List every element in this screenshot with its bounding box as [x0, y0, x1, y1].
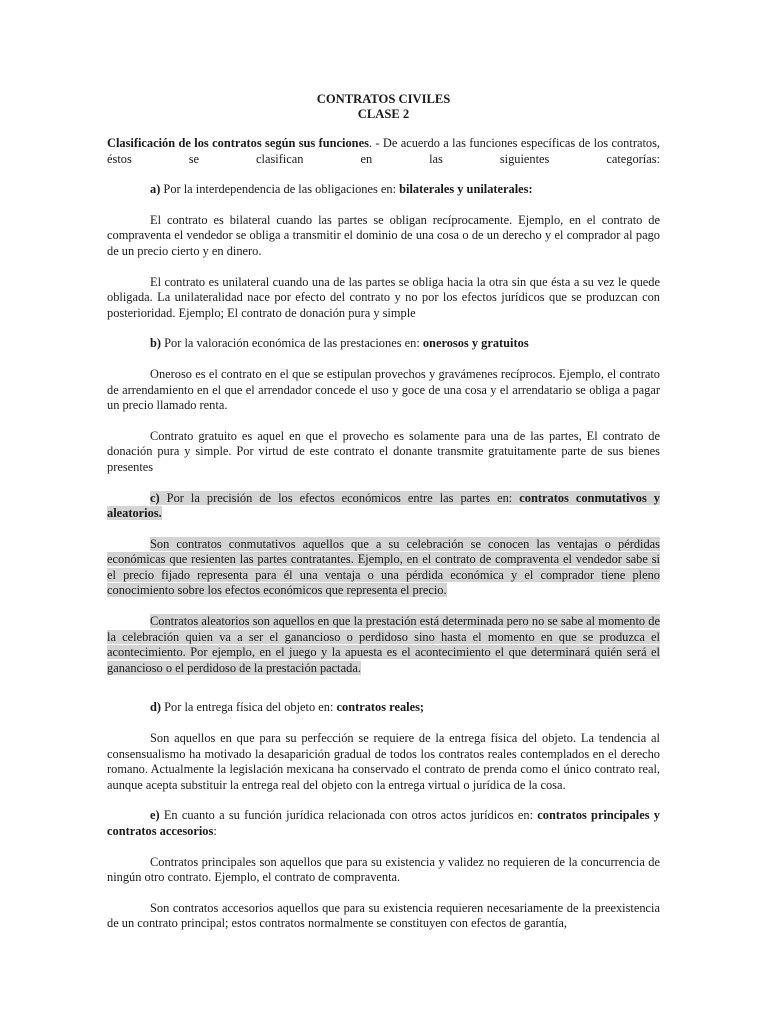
- section-c-bold: contratos conmutativos y aleatorios.: [107, 490, 660, 521]
- section-a-letter: a): [150, 182, 161, 197]
- section-c-highlight-2: Contratos aleatorios son aquellos en que la prestación está determinada pero no se sabe al momento de la celebración quien va a ser el ganancioso o perdidoso sino hasta el momento en que se produzca el acontecimiento. Por ejemplo, en el juego y la apuesta es el acontecimiento el que determinará quién será el ganancioso o el perdidoso de la prestación pactada.: [107, 614, 660, 675]
- section-d-paragraph-1: Son aquellos en que para su perfección se requiere de la entrega física del objeto. La tendencia al consensualismo ha motivado la desaparición gradual de todos los contratos reales contemplados en el derecho romano. Actualmente la legislación mexicana ha conservado el contrato de prenda como el único contrato real, aunque acepta substituir la entrega real del objeto con la entrega virtual o jurídica de la cosa.: [107, 731, 660, 792]
- document-subtitle: CLASE 2: [357, 107, 410, 121]
- section-b-bold: onerosos y gratuitos: [422, 336, 529, 351]
- section-e-heading: e) En cuanto a su función jurídica relacionada con otros actos jurídicos en: contratos principales y contratos accesorios:: [107, 808, 660, 838]
- section-c-heading: c) Por la precisión de los efectos económicos entre las partes en: contratos conmutativos y aleatorios.: [107, 490, 660, 521]
- section-a-heading: a) Por la interdependencia de las obligaciones en: bilaterales y unilaterales:: [150, 182, 533, 197]
- section-c-paragraph-2: [107, 614, 660, 676]
- section-b-paragraph-2: Contrato gratuito es aquel en que el provecho es solamente para una de las partes, El contrato de donación pura y simple. Por virtud de este contrato el donante transmite gratuitamente parte de sus bienes presentes: [107, 428, 660, 474]
- section-e-letter: e): [150, 808, 160, 823]
- section-d-bold: contratos reales;: [336, 700, 425, 715]
- intro-heading: Clasificación de los contratos según sus funciones: [107, 136, 369, 150]
- section-b-letter: b): [150, 336, 162, 351]
- section-a-bold: bilaterales y unilaterales:: [399, 182, 533, 197]
- section-d-heading: d) Por la entrega física del objeto en: contratos reales;: [150, 700, 425, 715]
- section-d-letter: d): [150, 700, 162, 715]
- section-e-paragraph-1: Contratos principales son aquellos que para su existencia y validez no requieren de la concurrencia de ningún otro contrato. Ejemplo, el contrato de compraventa.: [107, 854, 660, 885]
- intro-text: . - De acuerdo a las funciones específicas de los contratos, éstos se clasifican en las siguientes categorías:: [107, 136, 661, 166]
- section-c-letter: c): [150, 490, 160, 505]
- section-c-paragraph-1: [107, 537, 660, 599]
- section-e-paragraph-2: Son contratos accesorios aquellos que para su existencia requieren necesariamente de la preexistencia de un contrato principal; estos contratos normalmente se constituyen con efectos de garantía,: [107, 900, 660, 931]
- document-title: CONTRATOS CIVILES: [316, 92, 451, 106]
- section-e-bold: contratos principales y contratos accesorios: [107, 808, 660, 838]
- intro-paragraph: [107, 136, 660, 167]
- section-b-paragraph-1: Oneroso es el contrato en el que se estipulan provechos y gravámenes recíprocos. Ejemplo, el contrato de arrendamiento en el que el arrendador concede el uso y goce de una cosa y el arrendatario se obliga a pagar un precio llamado renta.: [107, 366, 660, 413]
- section-c-highlight-1: Son contratos conmutativos aquellos que a su celebración se conocen las ventajas o pérdidas económicas que resienten las partes contratantes. Ejemplo, en el contrato de compraventa el vendedor sabe si el precio fijado representa para él una ventaja o una pérdida económica y el comprador tiene pleno conocimiento sobre los efectos económicos que representa el precio.: [107, 536, 660, 598]
- section-a-paragraph-1: El contrato es bilateral cuando las partes se obligan recíprocamente. Ejemplo, en el contrato de compraventa el vendedor se obliga a transmitir el dominio de una cosa o de un derecho y el comprador al pago de un precio cierto y en dinero.: [107, 212, 660, 258]
- section-a-paragraph-2: El contrato es unilateral cuando una de las partes se obliga hacia la otra sin que ésta a su vez le quede obligada. La unilateralidad nace por efecto del contrato y no por los efectos jurídicos que se produzcan con posterioridad. Ejemplo; El contrato de donación pura y simple: [107, 274, 660, 320]
- section-b-heading: b) Por la valoración económica de las prestaciones en: onerosos y gratuitos: [150, 336, 529, 351]
